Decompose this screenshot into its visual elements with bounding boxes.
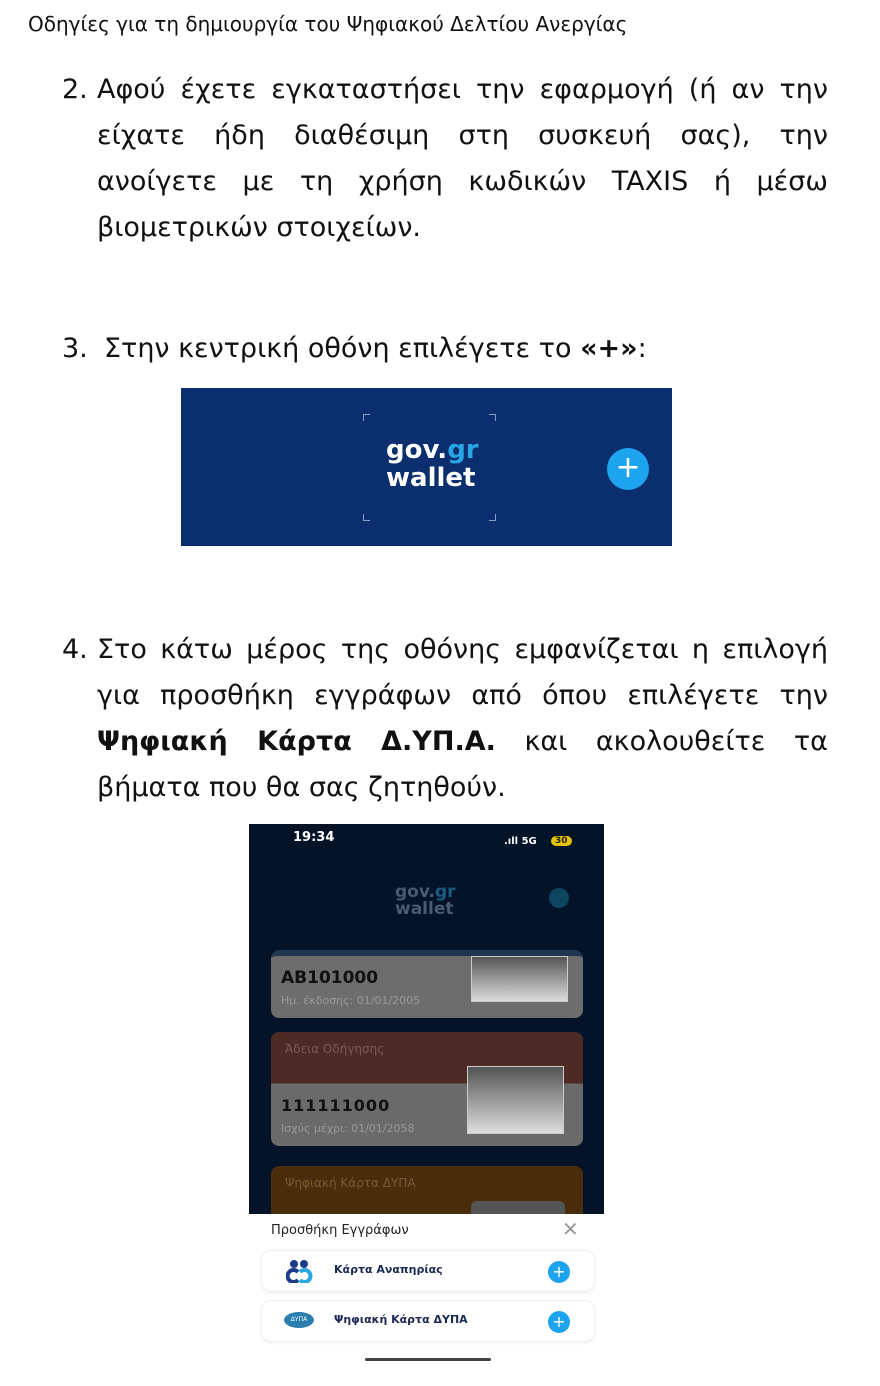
step-number: 3.	[62, 333, 88, 364]
add-button[interactable]: +	[548, 1311, 570, 1333]
step-text-end: :	[637, 333, 647, 364]
id-card[interactable]: AB101000 Ημ. έκδοσης: 01/01/2005	[271, 950, 583, 1018]
close-icon[interactable]: ✕	[562, 1217, 579, 1241]
dypa-card-text: Ψηφιακή Κάρτα Δ.ΥΠ.Α.	[97, 726, 496, 757]
step-text-end: και ακολουθείτε τα βήματα που θα σας ζητηθούν.	[97, 726, 828, 803]
document-header: Οδηγίες για τη δημιουργία του Ψηφιακού Δελτίου Ανεργίας	[28, 12, 628, 36]
sheet-title: Προσθήκη Εγγράφων	[271, 1223, 409, 1238]
phone-screenshot	[249, 824, 604, 1366]
battery-indicator: 30	[551, 836, 572, 846]
step-text: Στο κάτω μέρος της οθόνης εμφανίζεται η επιλογή για προσθήκη εγγράφων από όπου επιλέγετε την	[97, 634, 828, 711]
signal-indicator: .ıll 5G	[504, 836, 537, 847]
step-text: Στην κεντρική οθόνη επιλέγετε το	[104, 333, 581, 364]
step-4	[62, 627, 828, 811]
driving-license-card[interactable]: Άδεια Οδήγησης 111111000 Ισχύς μέχρι: 01/01/2058	[271, 1032, 583, 1146]
wallet-banner-image	[181, 388, 672, 546]
step-number: 4.	[62, 634, 88, 665]
list-item-disability-card[interactable]: Κάρτα Αναπηρίας +	[261, 1250, 595, 1292]
license-photo	[467, 1066, 564, 1134]
step-2	[62, 67, 828, 251]
id-photo	[471, 956, 568, 1002]
add-documents-sheet	[249, 1214, 604, 1366]
dypa-card[interactable]: Ψηφιακή Κάρτα ΔΥΠΑ	[271, 1166, 583, 1226]
add-button[interactable]: +	[607, 448, 649, 490]
disability-card-icon	[286, 1259, 314, 1283]
govgr-wallet-logo: gov.gr wallet	[395, 882, 456, 919]
step-3	[62, 326, 828, 372]
govgr-wallet-logo: gov.gr wallet	[386, 435, 479, 493]
home-indicator	[365, 1358, 491, 1361]
list-item-dypa-card[interactable]: ΔΥΠΑ Ψηφιακή Κάρτα ΔΥΠΑ +	[261, 1300, 595, 1342]
step-number: 2.	[62, 74, 88, 105]
plus-symbol-text: «+»	[580, 333, 638, 364]
add-button[interactable]	[549, 888, 569, 908]
add-button[interactable]: +	[548, 1261, 570, 1283]
dypa-logo-icon: ΔΥΠΑ	[284, 1312, 314, 1328]
step-text: Αφού έχετε εγκαταστήσει την εφαρμογή (ή αν την είχατε ήδη διαθέσιμη στη συσκευή σας), την ανοίγετε με τη χρήση κωδικών TAXIS ή μέσω βιομετρικών στοιχείων.	[97, 74, 828, 243]
status-time: 19:34	[293, 830, 335, 845]
